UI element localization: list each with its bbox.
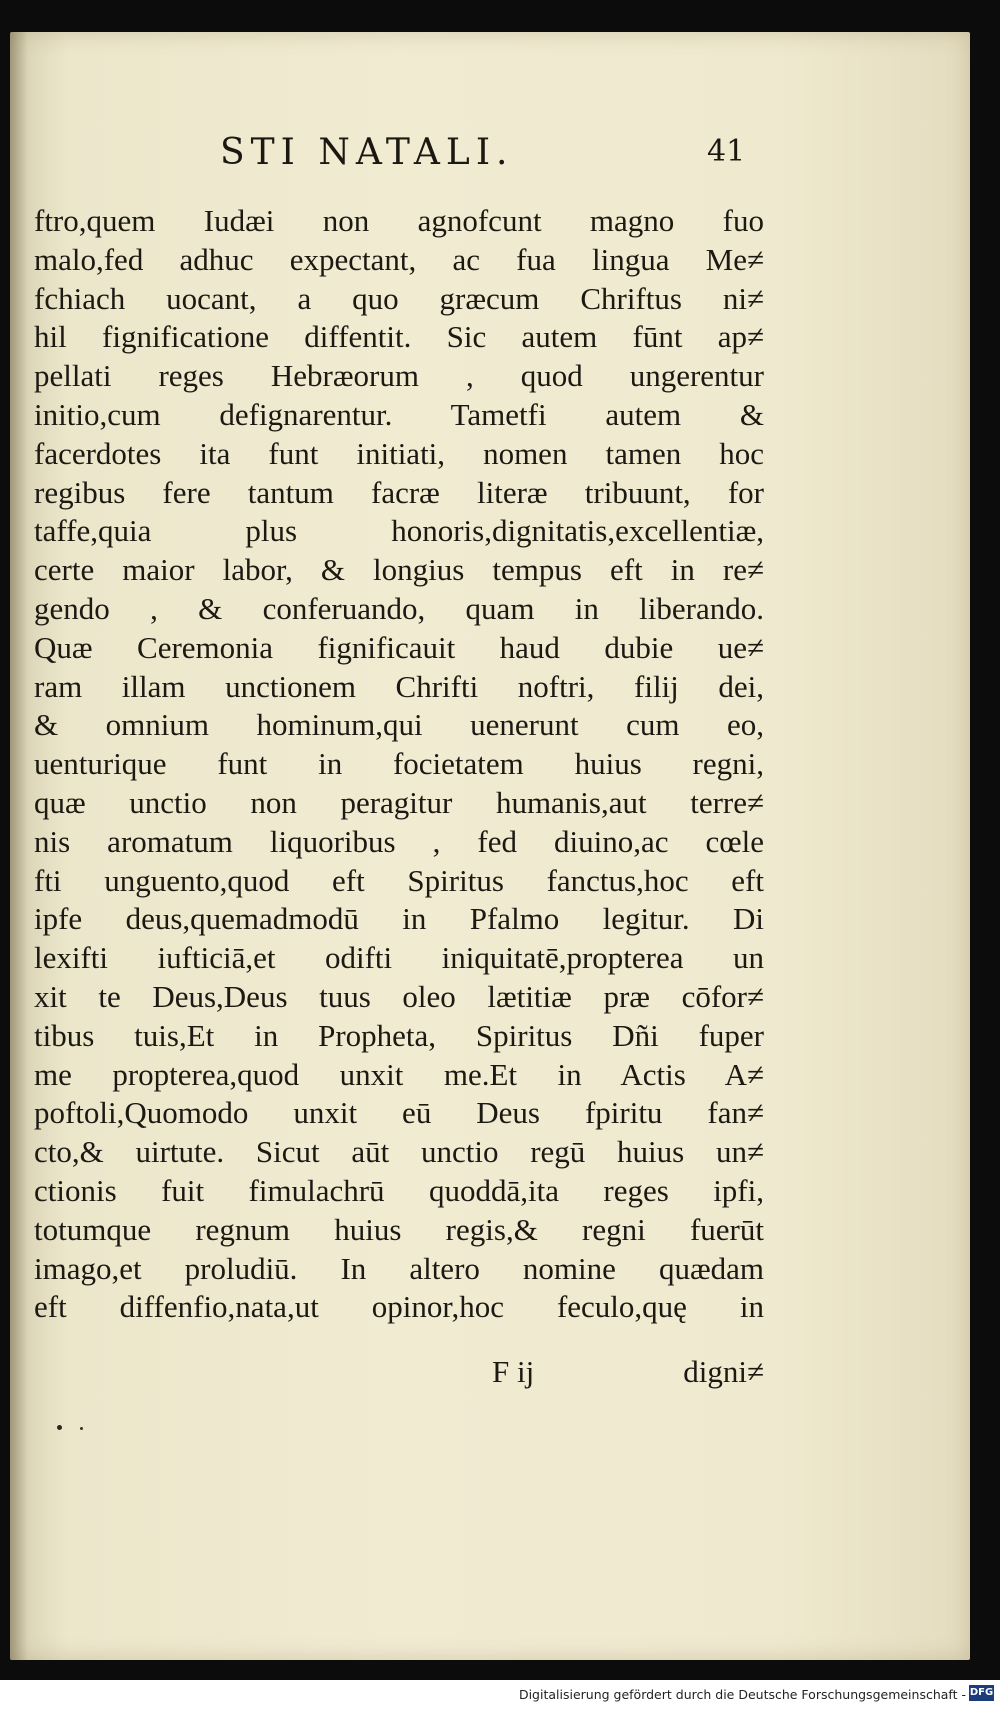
funding-credit: Digitalisierung gefördert durch die Deutsche Forschungsgemeinschaft -: [518, 1687, 966, 1702]
text-line: fti unguento,quod eft Spiritus fanctus,hoc eft: [34, 862, 764, 898]
text-line: regibus fere tantum facræ literæ tribuunt, for: [34, 474, 764, 510]
text-line: & omnium hominum,qui uenerunt cum eo,: [34, 707, 764, 743]
text-line: ftro,quem Iudæi non agnofcunt magno fuo: [34, 203, 764, 238]
text-line: uenturique funt in focietatem huius regni,: [34, 746, 764, 782]
text-line: ipfe deus,quemadmodū in Pfalmo legitur. Di: [34, 901, 764, 937]
book-page: [10, 32, 970, 1660]
text-line: initio,cum defignarentur. Tametfi autem &: [34, 396, 764, 432]
text-line: cto,& uirtute. Sicut aūt unctio regū huius un≠: [34, 1134, 764, 1170]
text-line: poftoli,Quomodo unxit eū Deus fpiritu fan≠: [34, 1095, 764, 1131]
catchword: digni≠: [683, 1354, 764, 1389]
text-line: gendo , & conferuando, quam in liberando.: [34, 590, 764, 626]
running-head: STI NATALI.: [220, 132, 514, 173]
text-line: ram illam unctionem Chrifti noftri, filij dei,: [34, 668, 764, 704]
signature-mark: F ij: [492, 1354, 535, 1389]
body-text: [34, 202, 764, 1327]
text-line: lexifti iufticiā,et odifti iniquitatē,propterea un: [34, 940, 764, 976]
text-line: nis aromatum liquoribus , fed diuino,ac cœle: [34, 823, 764, 859]
text-line: hil fignificatione diffentit. Sic autem fūnt ap≠: [34, 319, 764, 355]
gutter-shadow: [10, 32, 28, 1660]
text-line: certe maior labor, & longius tempus eft in re≠: [34, 552, 764, 588]
dfg-logo-icon: DFG: [969, 1685, 994, 1701]
text-line: xit te Deus,Deus tuus oleo lætitiæ præ cōfor≠: [34, 978, 764, 1014]
text-line: facerdotes ita funt initiati, nomen tamen hoc: [34, 435, 764, 471]
text-line: me propterea,quod unxit me.Et in Actis A≠: [34, 1056, 764, 1092]
text-line: imago,et proludiū. In altero nomine quædam: [34, 1250, 764, 1286]
text-line: ctionis fuit fimulachrū quoddā,ita reges ipfi,: [34, 1172, 764, 1208]
ink-speck: [80, 1427, 83, 1430]
text-line: taffe,quia plus honoris,dignitatis,excellentiæ,: [34, 513, 764, 549]
ink-speck: [57, 1425, 62, 1430]
text-line: eft diffenfio,nata,ut opinor,hoc feculo,quę in: [34, 1289, 764, 1325]
text-line: fchiach uocant, a quo græcum Chriftus ni≠: [34, 280, 764, 316]
text-line: Quæ Ceremonia fignificauit haud dubie ue≠: [34, 629, 764, 665]
text-line: quæ unctio non peragitur humanis,aut terre≠: [34, 784, 764, 820]
text-line: malo,fed adhuc expectant, ac fua lingua Me≠: [34, 241, 764, 277]
catchline: [34, 1354, 764, 1394]
text-line: tibus tuis,Et in Propheta, Spiritus Dñi fuper: [34, 1017, 764, 1053]
footer-bar: [0, 1680, 1000, 1709]
text-line: pellati reges Hebræorum , quod ungerentur: [34, 358, 764, 394]
text-line: totumque regnum huius regis,& regni fuerūt: [34, 1211, 764, 1247]
page-number: 41: [707, 134, 746, 169]
